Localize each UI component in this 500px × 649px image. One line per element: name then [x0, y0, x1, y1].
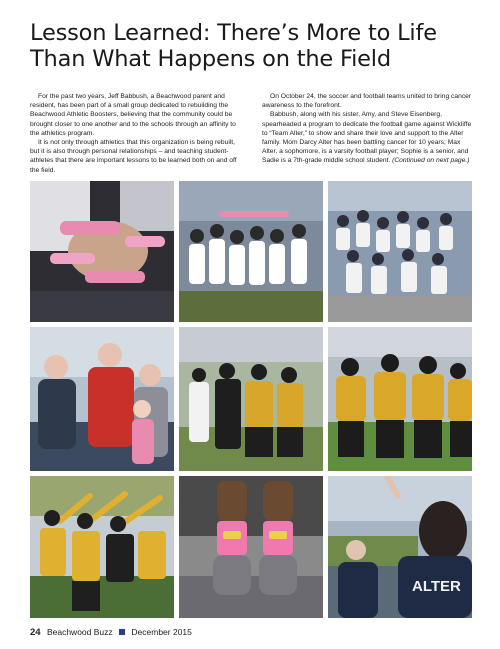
article-paragraph: For the past two years, Jeff Babbush, a Beachwood parent and resident, has been part of a small group dedicated to rebuilding the Beachwood Athletic Boosters, believing that the community could be brought closer to one another and to the schools through an affinity to the athletics program.: [30, 93, 236, 137]
publication-name: Beachwood Buzz: [46, 627, 113, 637]
photo-alter-fans-waving: [328, 476, 472, 618]
page-number: 24: [30, 627, 41, 638]
article-paragraph: On October 24, the soccer and football teams united to bring cancer awareness to the forefront.: [262, 93, 472, 110]
article-title-line-2: Than What Happens on the Field: [30, 46, 391, 72]
photo-pink-socks-shoes: [179, 476, 323, 618]
photo-hands-together: [30, 181, 174, 322]
continued-note: (Continued on next page.): [392, 157, 470, 165]
article-paragraph-text: Babbush, along with his sister, Amy, and Steve Eisenberg, spearheaded a program to dedicate the football game against Wickliffe to “Team Alter,” to show and share their love and support to the Alter family. Mom Darcy Alter has been battling cancer for 10 years; Max Alter, a sophomore, is a varsity football player; Sophie is a senior, and Sadie is a 7th-grade middle school student.: [262, 111, 472, 165]
svg-text:ALTER: ALTER: [412, 578, 461, 595]
photo-family-portrait: [30, 327, 174, 471]
page-footer: [30, 626, 192, 639]
issue-date: December 2015: [131, 627, 192, 637]
photo-football-team-walk: [179, 327, 323, 471]
article-title-line-1: Lesson Learned: There’s More to Life: [30, 20, 437, 46]
article-column-left: [30, 92, 242, 175]
photo-players-raising-arms: [30, 476, 174, 618]
article-paragraph: It is not only through athletics that this organization is being rebuilt, but it is also through personal relationships – and teaching student-athletes that there are important lessons to be learned both on and off the field.: [30, 139, 237, 174]
photo-soccer-team-group: [179, 181, 323, 322]
separator-square-icon: [119, 629, 125, 635]
article-paragraph: [262, 110, 474, 165]
article-title: [30, 20, 475, 72]
photo-students-bleachers: [328, 181, 472, 322]
photo-football-players-field: [328, 327, 472, 471]
photo-grid: [30, 181, 472, 618]
article-column-right: [262, 92, 474, 166]
